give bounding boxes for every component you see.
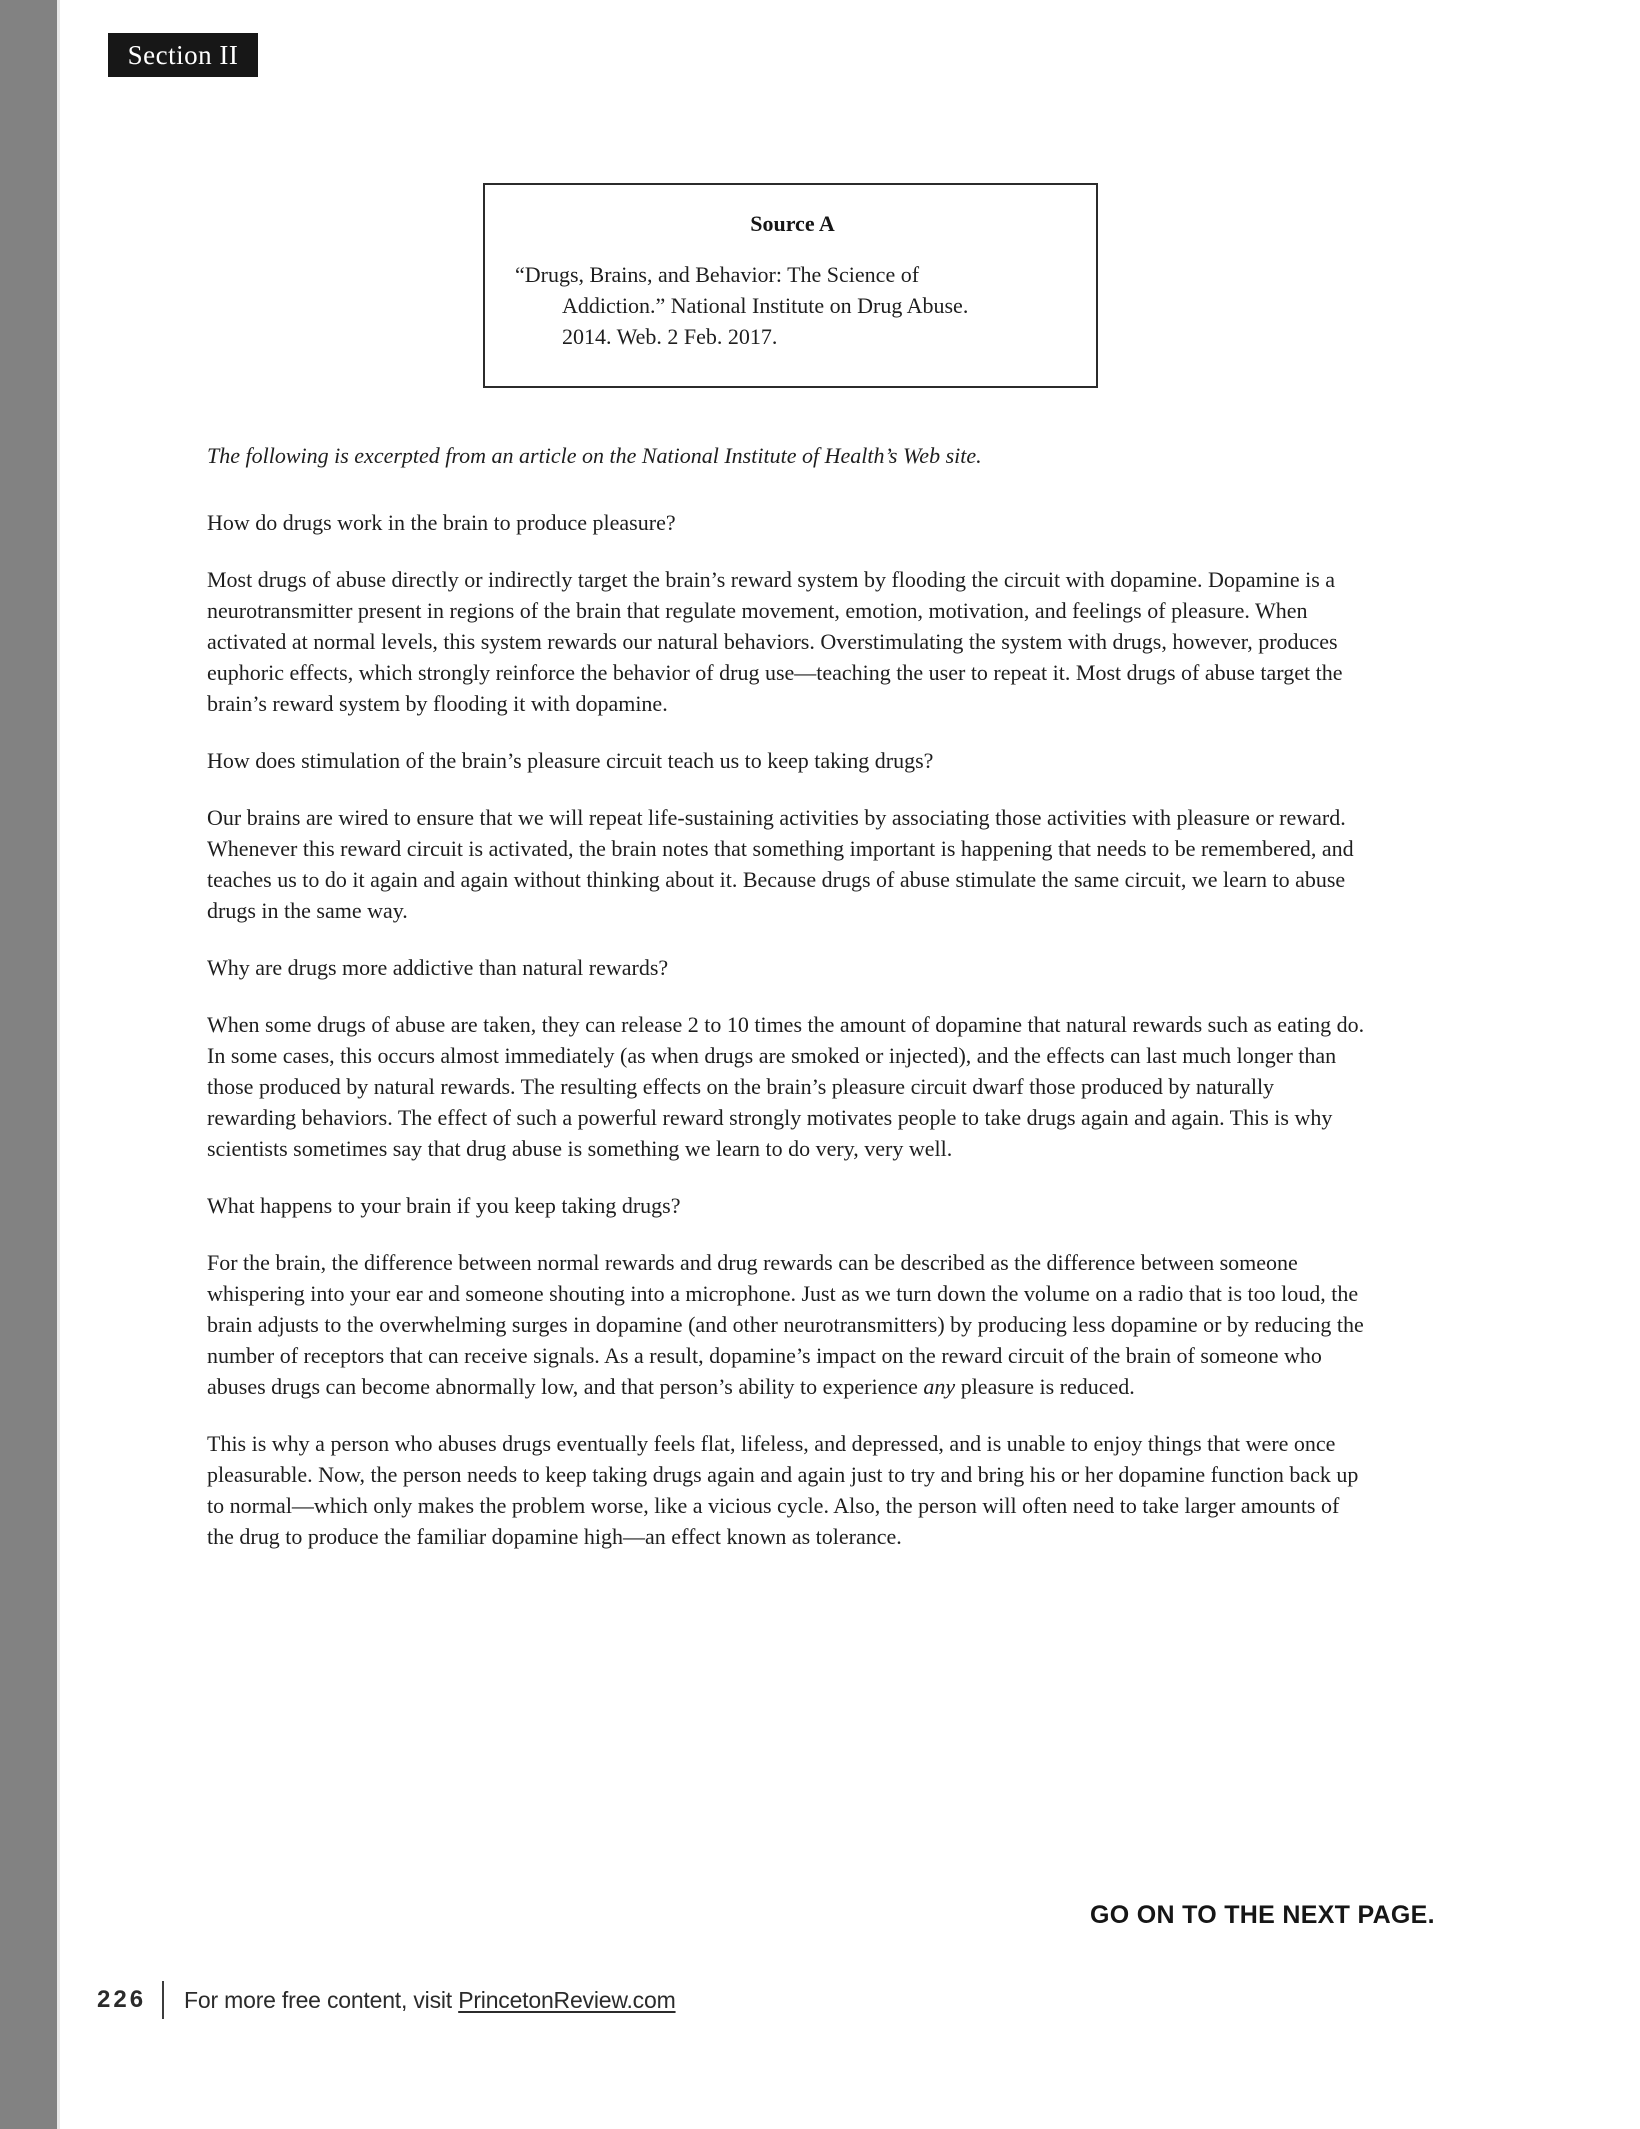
page-edge-bar bbox=[0, 0, 60, 2129]
section-label bbox=[108, 33, 258, 77]
passage-paragraph: Most drugs of abuse directly or indirectly target the brain’s reward system by flooding the circuit with dopamine. Dopamine is a neurotransmitter present in regions of the brain that regulate movement, emotion, motivation, and feelings of pleasure. When activated at normal levels, this system rewards our natural behaviors. Overstimulating the system with drugs, however, produces euphoric effects, which strongly reinforce the behavior of drug use—teaching the user to repeat it. Most drugs of abuse target the brain’s reward system by flooding it with dopamine. bbox=[207, 567, 1343, 716]
footer-divider bbox=[162, 1981, 164, 2019]
passage-paragraph: This is why a person who abuses drugs eventually feels flat, lifeless, and depressed, and is unable to enjoy things that were once pleasurable. Now, the person needs to keep taking drugs again and again just to try and bring his or her dopamine function back up to normal—which only makes the problem worse, like a vicious cycle. Also, the person will often need to take larger amounts of the drug to produce the familiar dopamine high—an effect known as tolerance. bbox=[207, 1431, 1359, 1549]
passage-paragraph bbox=[207, 1247, 1367, 1402]
citation-line: Addiction.” National Institute on Drug Abuse. bbox=[562, 293, 969, 318]
citation-line: “Drugs, Brains, and Behavior: The Science of bbox=[515, 262, 920, 287]
footer-text bbox=[184, 1987, 676, 2014]
passage-question: How do drugs work in the brain to produce pleasure? bbox=[207, 510, 676, 535]
passage-question: Why are drugs more addictive than natural rewards? bbox=[207, 955, 669, 980]
passage-paragraph: When some drugs of abuse are taken, they can release 2 to 10 times the amount of dopamine that natural rewards such as eating do. In some cases, this occurs almost immediately (as when drugs are smoked or injected), and the effects can last much longer than those produced by natural rewards. The resulting effects on the brain’s pleasure circuit dwarf those produced by naturally rewarding behaviors. The effect of such a powerful reward strongly motivates people to take drugs again and again. This is why scientists sometimes say that drug abuse is something we learn to do very, very well. bbox=[207, 1012, 1365, 1161]
section-label-text: Section II bbox=[127, 39, 239, 70]
page-footer bbox=[97, 1978, 676, 2022]
footer-text-label: For more free content, visit bbox=[184, 1986, 459, 2013]
page-number: 226 bbox=[97, 1986, 147, 2013]
paragraph-segment: For the brain, the difference between normal rewards and drug rewards can be described as the difference between someone whispering into your ear and someone shouting into a microphone. Just as we turn down the volume on a radio that is too loud, the brain adjusts to the overwhelming surges in dopamine (and other neurotransmitters) by producing less dopamine or by reducing the number of receptors that can receive signals. As a result, dopamine’s impact on the reward circuit of the brain of someone who abuses drugs can become abnormally low, and that person’s ability to experience bbox=[207, 1250, 1364, 1399]
citation-line: 2014. Web. 2 Feb. 2017. bbox=[562, 324, 778, 349]
passage-question: How does stimulation of the brain’s pleasure circuit teach us to keep taking drugs? bbox=[207, 748, 934, 773]
passage-body bbox=[207, 440, 1367, 1578]
paragraph-italic-word: any bbox=[923, 1374, 956, 1399]
passage-intro: The following is excerpted from an article on the National Institute of Health’s Web site. bbox=[207, 443, 982, 468]
source-box-title: Source A bbox=[750, 211, 835, 236]
go-on-notice: GO ON TO THE NEXT PAGE. bbox=[1090, 1901, 1435, 1929]
passage-paragraph: Our brains are wired to ensure that we will repeat life-sustaining activities by associating those activities with pleasure or reward. Whenever this reward circuit is activated, the brain notes that something important is happening that needs to be remembered, and teaches us to do it again and again without thinking about it. Because drugs of abuse stimulate the same circuit, we learn to abuse drugs in the same way. bbox=[207, 805, 1354, 923]
footer-link[interactable]: PrincetonReview.com bbox=[458, 1986, 676, 2013]
source-box bbox=[483, 183, 1098, 388]
paragraph-segment: pleasure is reduced. bbox=[955, 1374, 1135, 1399]
passage-question: What happens to your brain if you keep taking drugs? bbox=[207, 1193, 681, 1218]
